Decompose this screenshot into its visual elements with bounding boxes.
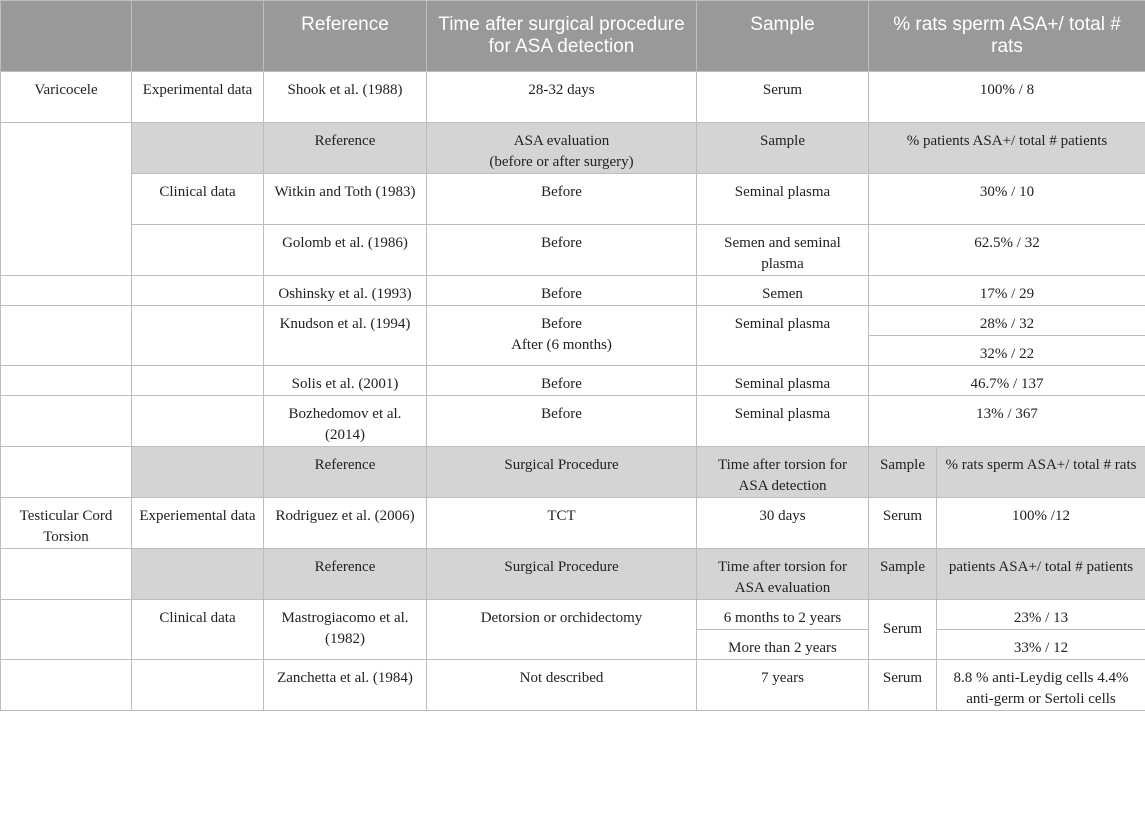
empty-cell xyxy=(132,276,264,306)
procedure-cell: Detorsion or orchidectomy xyxy=(427,600,697,660)
subheader-evaluation: ASA evaluation (before or after surgery) xyxy=(427,123,697,174)
condition-varicocele: Varicocele xyxy=(1,72,132,123)
sample-cell: Seminal plasma xyxy=(697,306,869,366)
empty-cell xyxy=(1,396,132,447)
table-row xyxy=(1,225,1145,276)
empty-cell xyxy=(1,549,132,600)
reference-cell: Shook et al. (1988) xyxy=(264,72,427,123)
table-row xyxy=(1,498,1145,549)
subheader-percent: % rats sperm ASA+/ total # rats xyxy=(937,447,1145,498)
empty-cell xyxy=(1,447,132,498)
table-row xyxy=(1,396,1145,447)
time-cell: 28-32 days xyxy=(427,72,697,123)
subheader-reference: Reference xyxy=(264,123,427,174)
table-row xyxy=(1,174,1145,225)
empty-cell xyxy=(132,225,264,276)
evaluation-cell: Before xyxy=(427,396,697,447)
percent-cell: 100% / 8 xyxy=(869,72,1145,123)
empty-cell xyxy=(132,447,264,498)
sample-cell: Semen and seminal plasma xyxy=(697,225,869,276)
percent-cell: 13% / 367 xyxy=(869,396,1145,447)
category-experimental: Experimental data xyxy=(132,72,264,123)
reference-cell: Zanchetta et al. (1984) xyxy=(264,660,427,711)
percent-cell: 46.7% / 137 xyxy=(869,366,1145,396)
time-cell: 7 years xyxy=(697,660,869,711)
percent-cell: 17% / 29 xyxy=(869,276,1145,306)
subheader-sample: Sample xyxy=(697,123,869,174)
time-cell: 30 days xyxy=(697,498,869,549)
category-clinical: Clinical data xyxy=(132,174,264,225)
subheader-row xyxy=(1,447,1145,498)
procedure-cell: Not described xyxy=(427,660,697,711)
subheader-sample: Sample xyxy=(869,447,937,498)
percent-cell: 100% /12 xyxy=(937,498,1145,549)
sample-cell: Serum xyxy=(869,600,937,660)
empty-cell xyxy=(132,549,264,600)
subheader-sample: Sample xyxy=(869,549,937,600)
subheader-time: Time after torsion for ASA evaluation xyxy=(697,549,869,600)
header-col2 xyxy=(132,1,264,72)
empty-cell xyxy=(132,306,264,366)
percent-cell: 33% / 12 xyxy=(937,630,1145,660)
table-row xyxy=(1,306,1145,336)
empty-cell xyxy=(132,396,264,447)
sample-cell: Seminal plasma xyxy=(697,396,869,447)
table-row xyxy=(1,660,1145,711)
percent-cell: 32% / 22 xyxy=(869,336,1145,366)
percent-cell: 28% / 32 xyxy=(869,306,1145,336)
evaluation-cell: Before After (6 months) xyxy=(427,306,697,366)
evaluation-cell: Before xyxy=(427,225,697,276)
empty-cell xyxy=(132,366,264,396)
subheader-percent: % patients ASA+/ total # patients xyxy=(869,123,1145,174)
subheader-row xyxy=(1,549,1145,600)
reference-cell: Solis et al. (2001) xyxy=(264,366,427,396)
percent-cell: 62.5% / 32 xyxy=(869,225,1145,276)
percent-cell: 23% / 13 xyxy=(937,600,1145,630)
header-reference: Reference xyxy=(264,1,427,72)
sample-cell: Semen xyxy=(697,276,869,306)
header-percent: % rats sperm ASA+/ total # rats xyxy=(869,1,1145,72)
empty-cell xyxy=(132,123,264,174)
subheader-procedure: Surgical Procedure xyxy=(427,447,697,498)
sample-cell: Serum xyxy=(697,72,869,123)
category-experimental: Experiemental data xyxy=(132,498,264,549)
empty-cell xyxy=(1,366,132,396)
empty-cell xyxy=(1,306,132,366)
table-header-row xyxy=(1,1,1145,72)
evaluation-cell: Before xyxy=(427,366,697,396)
subheader-procedure: Surgical Procedure xyxy=(427,549,697,600)
evaluation-cell: Before xyxy=(427,276,697,306)
sample-cell: Seminal plasma xyxy=(697,366,869,396)
reference-cell: Mastrogiacomo et al. (1982) xyxy=(264,600,427,660)
reference-cell: Witkin and Toth (1983) xyxy=(264,174,427,225)
sample-cell: Serum xyxy=(869,498,937,549)
subheader-time: Time after torsion for ASA detection xyxy=(697,447,869,498)
header-sample: Sample xyxy=(697,1,869,72)
table-row xyxy=(1,72,1145,123)
table-row xyxy=(1,600,1145,630)
subheader-row xyxy=(1,123,1145,174)
reference-cell: Golomb et al. (1986) xyxy=(264,225,427,276)
percent-cell: 30% / 10 xyxy=(869,174,1145,225)
reference-cell: Rodriguez et al. (2006) xyxy=(264,498,427,549)
category-clinical: Clinical data xyxy=(132,600,264,660)
subheader-reference: Reference xyxy=(264,549,427,600)
empty-cell xyxy=(1,123,132,276)
table-row xyxy=(1,366,1145,396)
sample-cell: Seminal plasma xyxy=(697,174,869,225)
subheader-reference: Reference xyxy=(264,447,427,498)
empty-cell xyxy=(1,600,132,660)
time-cell: More than 2 years xyxy=(697,630,869,660)
empty-cell xyxy=(1,276,132,306)
time-cell: 6 months to 2 years xyxy=(697,600,869,630)
sample-cell: Serum xyxy=(869,660,937,711)
percent-cell: 8.8 % anti-Leydig cells 4.4% anti-germ or Sertoli cells xyxy=(937,660,1145,711)
reference-cell: Bozhedomov et al. (2014) xyxy=(264,396,427,447)
empty-cell xyxy=(132,660,264,711)
table-row xyxy=(1,276,1145,306)
header-time: Time after surgical procedure for ASA detection xyxy=(427,1,697,72)
subheader-percent: patients ASA+/ total # patients xyxy=(937,549,1145,600)
reference-cell: Knudson et al. (1994) xyxy=(264,306,427,366)
reference-cell: Oshinsky et al. (1993) xyxy=(264,276,427,306)
empty-cell xyxy=(1,660,132,711)
condition-torsion: Testicular Cord Torsion xyxy=(1,498,132,549)
procedure-cell: TCT xyxy=(427,498,697,549)
evaluation-cell: Before xyxy=(427,174,697,225)
header-col1 xyxy=(1,1,132,72)
